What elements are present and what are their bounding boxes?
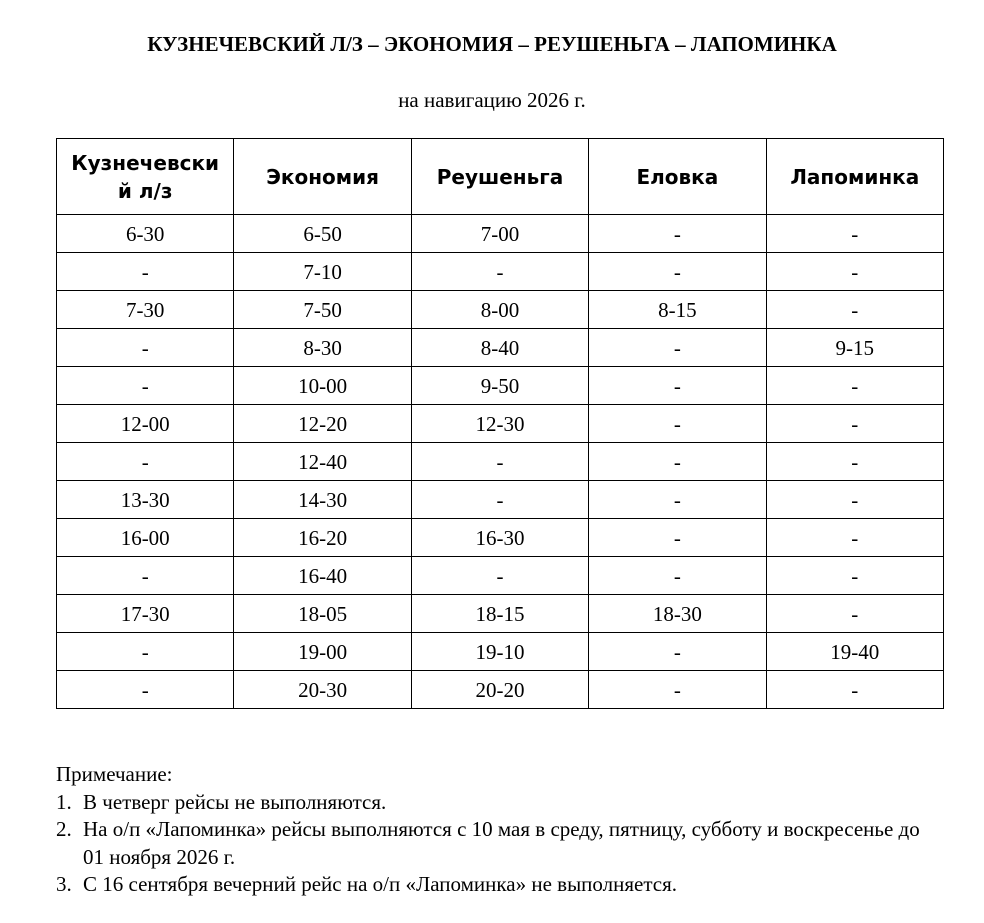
note-number: 3. bbox=[56, 872, 72, 896]
page-subtitle: на навигацию 2026 г. bbox=[398, 88, 586, 112]
table-cell-ekonomiya: 7-50 bbox=[234, 291, 411, 329]
column-header-kuznechevsky bbox=[57, 139, 234, 215]
table-cell-reushenga: 16-30 bbox=[411, 519, 588, 557]
table-cell-ekonomiya: 10-00 bbox=[234, 367, 411, 405]
table-cell-reushenga: 19-10 bbox=[411, 633, 588, 671]
page-title: КУЗНЕЧЕВСКИЙ Л/З – ЭКОНОМИЯ – РЕУШЕНЬГА – ЛАПОМИНКА bbox=[147, 32, 837, 56]
column-header-elovka: Еловка bbox=[589, 139, 766, 215]
table-cell-lapominka: 19-40 bbox=[766, 633, 943, 671]
table-cell-reushenga: 8-00 bbox=[411, 291, 588, 329]
table-cell-ekonomiya: 12-20 bbox=[234, 405, 411, 443]
table-cell-elovka: 8-15 bbox=[589, 291, 766, 329]
table-row bbox=[57, 405, 944, 443]
schedule-table-header bbox=[57, 139, 944, 215]
table-cell-reushenga: - bbox=[411, 557, 588, 595]
table-cell-kuznechevsky: - bbox=[57, 367, 234, 405]
table-cell-elovka: - bbox=[589, 671, 766, 709]
table-cell-lapominka: - bbox=[766, 443, 943, 481]
notes-section bbox=[56, 761, 936, 899]
table-cell-lapominka: - bbox=[766, 291, 943, 329]
table-cell-reushenga: - bbox=[411, 253, 588, 291]
table-cell-ekonomiya: 16-20 bbox=[234, 519, 411, 557]
table-row bbox=[57, 329, 944, 367]
table-cell-elovka: - bbox=[589, 329, 766, 367]
table-cell-ekonomiya: 19-00 bbox=[234, 633, 411, 671]
table-cell-reushenga: 20-20 bbox=[411, 671, 588, 709]
table-cell-lapominka: - bbox=[766, 595, 943, 633]
note-item bbox=[56, 816, 936, 871]
table-cell-kuznechevsky: 16-00 bbox=[57, 519, 234, 557]
column-header-ekonomiya: Экономия bbox=[234, 139, 411, 215]
table-cell-reushenga: 12-30 bbox=[411, 405, 588, 443]
table-row bbox=[57, 519, 944, 557]
table-cell-lapominka: 9-15 bbox=[766, 329, 943, 367]
table-cell-kuznechevsky: 17-30 bbox=[57, 595, 234, 633]
table-cell-ekonomiya: 12-40 bbox=[234, 443, 411, 481]
table-cell-kuznechevsky: - bbox=[57, 633, 234, 671]
notes-heading: Примечание: bbox=[56, 762, 173, 786]
table-row bbox=[57, 481, 944, 519]
table-cell-ekonomiya: 7-10 bbox=[234, 253, 411, 291]
column-header-reushenga: Реушеньга bbox=[411, 139, 588, 215]
table-cell-elovka: - bbox=[589, 367, 766, 405]
table-cell-elovka: - bbox=[589, 253, 766, 291]
table-cell-reushenga: - bbox=[411, 481, 588, 519]
table-cell-lapominka: - bbox=[766, 215, 943, 253]
table-cell-lapominka: - bbox=[766, 481, 943, 519]
table-row bbox=[57, 557, 944, 595]
table-row bbox=[57, 253, 944, 291]
note-number: 1. bbox=[56, 789, 72, 814]
table-cell-ekonomiya: 20-30 bbox=[234, 671, 411, 709]
table-cell-kuznechevsky: - bbox=[57, 253, 234, 291]
table-row bbox=[57, 215, 944, 253]
table-cell-elovka: - bbox=[589, 215, 766, 253]
note-item bbox=[56, 871, 936, 899]
table-row bbox=[57, 443, 944, 481]
note-number: 2. bbox=[56, 817, 72, 841]
note-text: На о/п «Лапоминка» рейсы выполняются с 10 мая в среду, пятницу, субботу и воскресенье до 01 ноября 2026 г. bbox=[83, 817, 920, 869]
table-cell-elovka: 18-30 bbox=[589, 595, 766, 633]
table-row bbox=[57, 671, 944, 709]
schedule-table bbox=[56, 138, 944, 709]
table-cell-kuznechevsky: 6-30 bbox=[57, 215, 234, 253]
note-text: С 16 сентября вечерний рейс на о/п «Лапоминка» не выполняется. bbox=[83, 872, 677, 896]
table-cell-reushenga: 9-50 bbox=[411, 367, 588, 405]
table-cell-kuznechevsky: 7-30 bbox=[57, 291, 234, 329]
table-cell-lapominka: - bbox=[766, 405, 943, 443]
table-cell-lapominka: - bbox=[766, 671, 943, 709]
note-item bbox=[56, 789, 936, 817]
table-cell-lapominka: - bbox=[766, 367, 943, 405]
column-header-lapominka: Лапоминка bbox=[766, 139, 943, 215]
table-cell-ekonomiya: 14-30 bbox=[234, 481, 411, 519]
table-cell-reushenga: 18-15 bbox=[411, 595, 588, 633]
table-cell-reushenga: - bbox=[411, 443, 588, 481]
table-row bbox=[57, 633, 944, 671]
column-header-label: Кузнечевски й л/з bbox=[71, 150, 220, 203]
schedule-table-body bbox=[57, 215, 944, 709]
table-cell-ekonomiya: 6-50 bbox=[234, 215, 411, 253]
table-cell-ekonomiya: 16-40 bbox=[234, 557, 411, 595]
note-text: В четверг рейсы не выполняются. bbox=[83, 789, 387, 814]
table-cell-lapominka: - bbox=[766, 253, 943, 291]
table-cell-reushenga: 7-00 bbox=[411, 215, 588, 253]
table-cell-kuznechevsky: 13-30 bbox=[57, 481, 234, 519]
table-cell-ekonomiya: 18-05 bbox=[234, 595, 411, 633]
table-cell-elovka: - bbox=[589, 557, 766, 595]
table-cell-kuznechevsky: - bbox=[57, 557, 234, 595]
table-cell-lapominka: - bbox=[766, 557, 943, 595]
table-cell-ekonomiya: 8-30 bbox=[234, 329, 411, 367]
table-row bbox=[57, 291, 944, 329]
table-cell-lapominka: - bbox=[766, 519, 943, 557]
notes-list bbox=[56, 789, 936, 899]
table-cell-kuznechevsky: - bbox=[57, 443, 234, 481]
table-cell-kuznechevsky: - bbox=[57, 671, 234, 709]
table-row bbox=[57, 595, 944, 633]
table-cell-elovka: - bbox=[589, 443, 766, 481]
table-cell-elovka: - bbox=[589, 519, 766, 557]
table-cell-elovka: - bbox=[589, 481, 766, 519]
table-cell-reushenga: 8-40 bbox=[411, 329, 588, 367]
table-cell-kuznechevsky: 12-00 bbox=[57, 405, 234, 443]
table-row bbox=[57, 367, 944, 405]
table-cell-kuznechevsky: - bbox=[57, 329, 234, 367]
header-row bbox=[57, 139, 944, 215]
table-cell-elovka: - bbox=[589, 633, 766, 671]
table-cell-elovka: - bbox=[589, 405, 766, 443]
